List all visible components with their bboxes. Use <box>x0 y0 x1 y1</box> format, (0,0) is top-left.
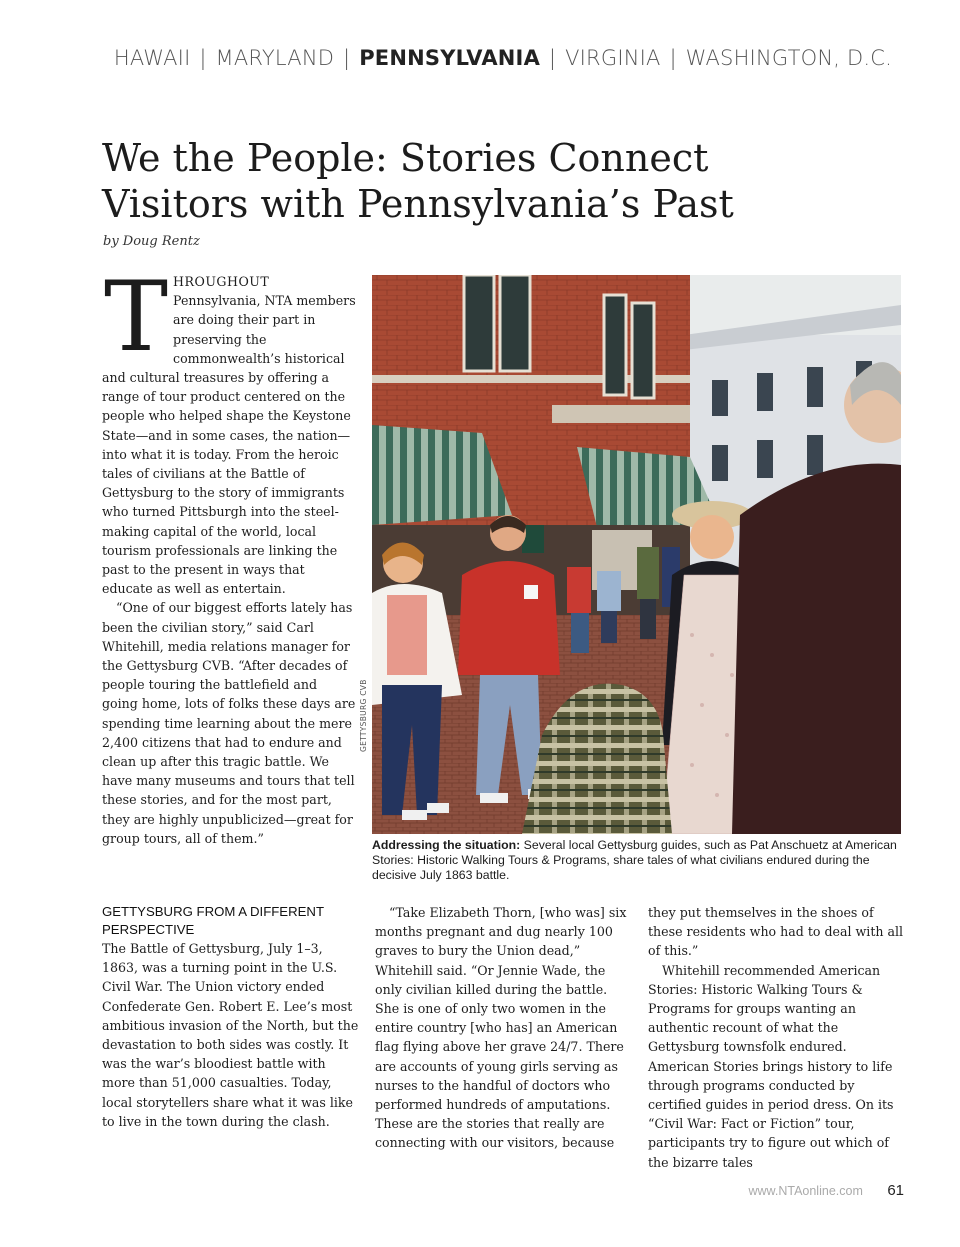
state-virginia: VIRGINIA <box>565 46 661 70</box>
photo-credit: GETTYSBURG CVB <box>359 679 368 752</box>
photo-caption <box>372 838 902 884</box>
article-byline: by Doug Rentz <box>103 234 200 249</box>
paragraph-civilian-stories: “Take Elizabeth Thorn, [who was] six months pregnant and dug nearly 100 graves to bury the Union dead,” Whitehill said. “Or Jennie Wade, the only civilian killed during the battle. She is one of only two women in the entire country [who has] an American flag flying above her grave 24/7. There are accounts of young girls serving as nurses to the handful of doctors who performed hundreds of amputations. These are the stories that really are connecting with our visitors, because <box>375 905 627 1151</box>
column-3 <box>648 903 906 1172</box>
lead-paragraph <box>102 261 356 598</box>
nav-separator: | <box>343 46 351 70</box>
headline-line-1: We the People: Stories Connect <box>102 136 709 180</box>
caption-lead: Addressing the situation: <box>372 838 521 852</box>
state-pennsylvania-active: PENNSYLVANIA <box>359 46 541 70</box>
column-1 <box>102 903 360 1131</box>
nav-separator: | <box>199 46 207 70</box>
page-footer <box>748 1182 904 1200</box>
paragraph-whitehill-quote: “One of our biggest efforts lately has been the civilian story,” said Carl Whitehill, media relations manager for the Gettysburg CVB. “After decades of people touring the battlefield and going home, lots of folks these days are spending time learning about the mere 2,400 citizens that had to endure and clean up after this tragic battle. We have many museums and tours that tell these stories, and for the most part, they are highly unpublicized—great for group tours, all of them.” <box>102 600 356 846</box>
footer-url: www.NTAonline.com <box>748 1184 863 1198</box>
lead-text: Pennsylvania, NTA members are doing their part in preserving the commonwealth’s historical and cultural treasures by offering a range of tour product centered on the people who helped shape the Keystone State—and in some cases, the nation—into what it is today. From the heroic tales of civilians at the Battle of Gettysburg to the story of immigrants who turned Pittsburgh into the steel-making capital of the world, local tourism professionals are linking the past to the present in ways that educate as well as entertain. <box>102 293 356 597</box>
lead-column <box>102 261 356 848</box>
headline-line-2: Visitors with Pennsylvania’s Past <box>102 182 734 226</box>
page-number: 61 <box>887 1182 904 1199</box>
state-washington-dc: WASHINGTON, D.C. <box>685 46 892 70</box>
paragraph-american-stories: Whitehill recommended American Stories: Historic Walking Tours & Programs for groups wanting an authentic recount of what the Gettysburg townsfolk endured. American Stories brings history to life through programs conducted by certified guides in period dress. On its “Civil War: Fact or Fiction” tour, participants try to figure out which of the bizarre tales <box>648 962 894 1170</box>
nav-separator: | <box>669 46 677 70</box>
nav-separator: | <box>548 46 557 70</box>
state-navigation <box>114 46 892 70</box>
lead-smallcaps: HROUGHOUT <box>173 274 270 289</box>
article-photo <box>372 275 901 834</box>
photo-illustration <box>372 275 901 834</box>
article-headline <box>102 135 882 227</box>
state-maryland: MARYLAND <box>215 46 335 70</box>
column-2 <box>375 903 633 1153</box>
section-subhead: GETTYSBURG FROM A DIFFERENT PERSPECTIVE <box>102 904 324 937</box>
state-hawaii: HAWAII <box>113 46 191 70</box>
caption-text: Several local Gettysburg guides, such as Pat Anschuetz at American Stories: Historic Walking Tours & Programs, share tales of what civilians endured during the decisive July 1863 battle. <box>372 838 897 883</box>
paragraph-continued: they put themselves in the shoes of these residents who had to deal with all of this.” <box>648 905 904 959</box>
paragraph-battle-history: The Battle of Gettysburg, July 1–3, 1863, was a turning point in the U.S. Civil War. The Union victory ended Confederate Gen. Robert E. Lee’s most ambitious invasion of the North, but the devastation to both sides was costly. It was the war’s bloodiest battle with more than 51,000 casualties. Today, local storytellers share what it was like to live in the town during the clash. <box>102 941 359 1129</box>
drop-cap: T <box>104 261 169 373</box>
